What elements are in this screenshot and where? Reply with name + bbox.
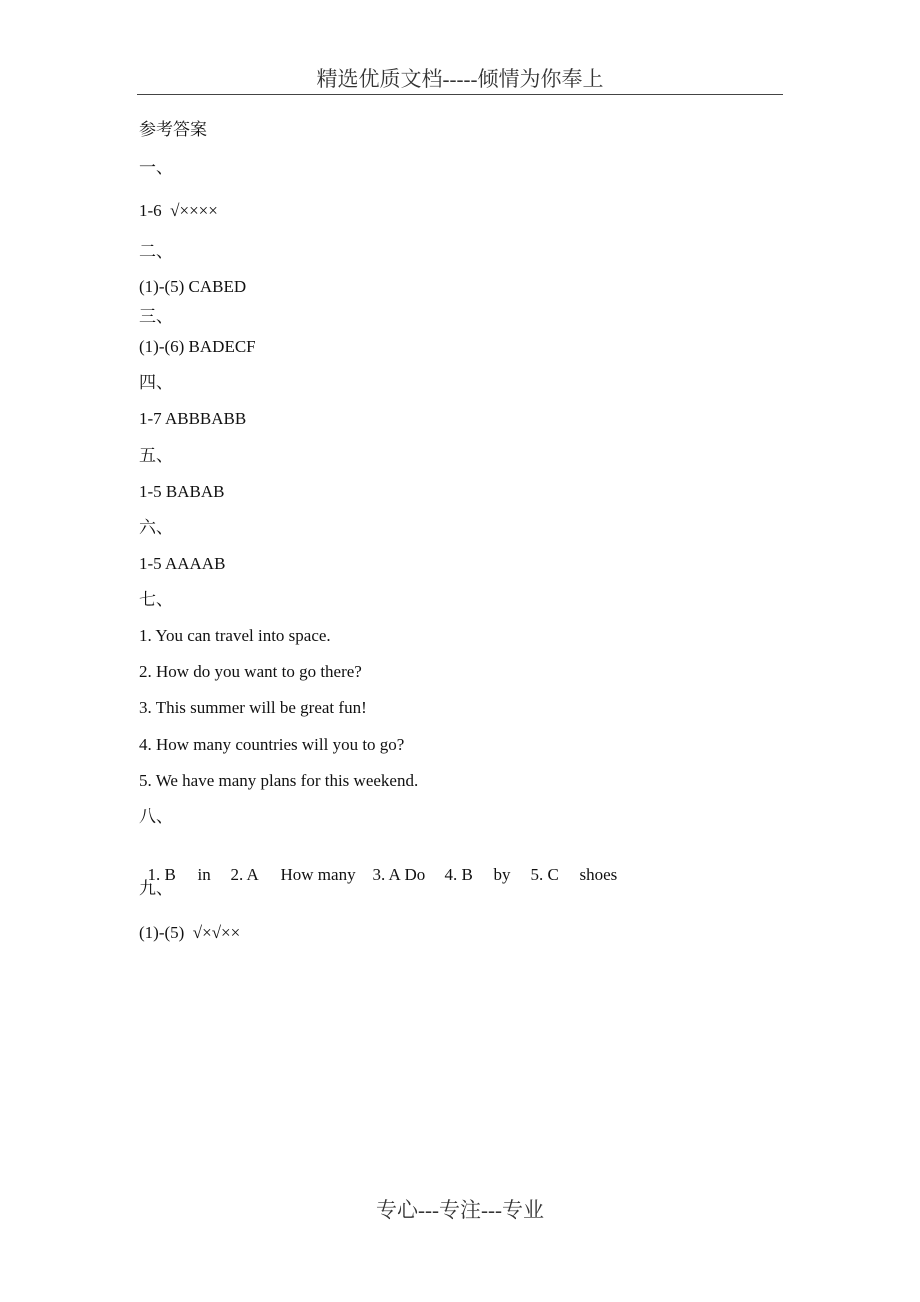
section-1-heading: 一、: [139, 158, 173, 177]
page-footer: 专心---专注---专业: [376, 1198, 544, 1222]
s8-item-number: 5. C: [530, 865, 559, 884]
page-header: 精选优质文档-----倾情为你奉上: [137, 64, 783, 95]
section-6-heading: 六、: [139, 518, 173, 537]
section-6-answer: 1-5 AAAAB: [139, 554, 226, 573]
section-2-heading: 二、: [139, 242, 173, 261]
section-7-sentence: 5. We have many plans for this weekend.: [139, 771, 419, 790]
section-4-answer: 1-7 ABBBABB: [139, 409, 247, 428]
s8-item-number: 3. A: [372, 865, 401, 884]
section-5-answer: 1-5 BABAB: [139, 482, 225, 501]
section-8-heading: 八、: [139, 807, 173, 826]
s8-item-word: shoes: [579, 865, 618, 884]
section-9-heading: 九、: [139, 879, 173, 898]
answer-key-title: 参考答案: [139, 120, 207, 139]
s8-item-word: Do: [404, 865, 426, 884]
section-4-heading: 四、: [139, 373, 173, 392]
section-7-sentence: 2. How do you want to go there?: [139, 662, 362, 681]
section-1-answer: 1-6 √××××: [139, 201, 218, 220]
section-8-answers: [139, 842, 617, 886]
section-9-answer: (1)-(5) √×√××: [139, 923, 241, 942]
s8-item-word: by: [493, 865, 511, 884]
section-3-heading: 三、: [139, 307, 173, 326]
section-3-answer: (1)-(6) BADECF: [139, 337, 256, 356]
s8-item-number: 1. B: [147, 865, 176, 884]
s8-item-word: How many: [280, 865, 356, 884]
s8-item-number: 4. B: [444, 865, 473, 884]
section-7-sentence: 3. This summer will be great fun!: [139, 698, 367, 717]
section-7-sentence: 1. You can travel into space.: [139, 626, 331, 645]
s8-item-number: 2. A: [230, 865, 259, 884]
s8-item-word: in: [197, 865, 211, 884]
section-7-sentence: 4. How many countries will you to go?: [139, 735, 405, 754]
section-5-heading: 五、: [139, 446, 173, 465]
section-7-heading: 七、: [139, 590, 173, 609]
section-2-answer: (1)-(5) CABED: [139, 277, 247, 296]
